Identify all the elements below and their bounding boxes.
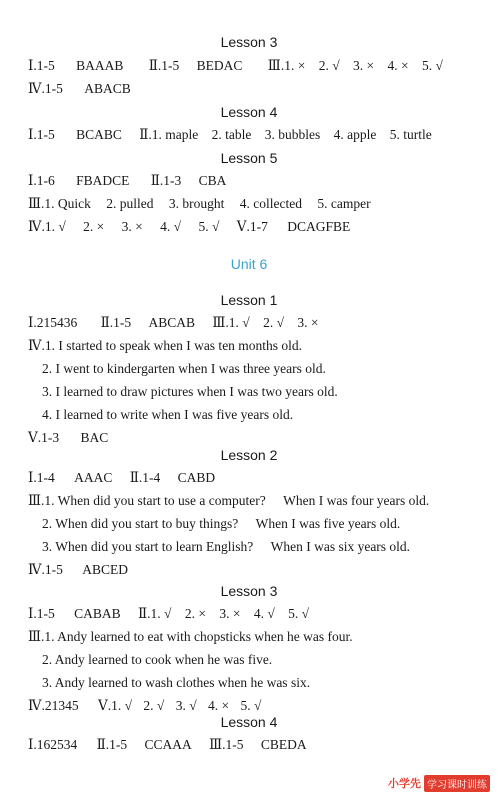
answer-line — [28, 493, 429, 509]
answer-line — [28, 127, 432, 143]
answer-segment: When I was four years old. — [283, 493, 430, 508]
answer-line — [28, 698, 261, 714]
answer-segment: 2. √ — [143, 698, 165, 713]
answer-segment: Ⅱ.1. √ — [137, 606, 172, 621]
answer-line — [42, 539, 410, 555]
answer-segment: 2. × — [83, 219, 105, 234]
answer-segment: Ⅳ.21345 — [28, 698, 79, 713]
answer-segment: Ⅲ.1-5 — [209, 737, 244, 752]
lesson-heading: Lesson 5 — [220, 150, 278, 166]
answer-segment: Ⅰ.215436 — [28, 315, 78, 330]
answer-line — [42, 361, 326, 377]
answer-segment: Ⅲ.1. × — [267, 58, 306, 73]
answer-line — [28, 315, 319, 331]
answer-segment: Ⅰ.1-5 — [28, 58, 55, 73]
answer-segment: 4. √ — [253, 606, 275, 621]
answer-line — [28, 196, 371, 212]
answer-segment: BAAAB — [76, 58, 124, 73]
answer-segment: 2. √ — [263, 315, 285, 330]
answer-segment: Ⅲ.1. When did you start to use a computer? — [28, 493, 266, 508]
answer-segment: AAAC — [74, 470, 113, 485]
answer-line — [28, 562, 128, 578]
answer-segment: 3. Andy learned to wash clothes when he was six. — [42, 675, 311, 690]
answer-segment: CABAB — [74, 606, 121, 621]
answer-segment: 4. × — [208, 698, 230, 713]
answer-segment: 3. bubbles — [264, 127, 321, 142]
answer-segment: FBADCE — [76, 173, 130, 188]
lesson-heading: Lesson 4 — [220, 714, 278, 730]
answer-segment: 3. × — [121, 219, 143, 234]
answer-segment: 3. × — [219, 606, 241, 621]
answer-segment: When I was five years old. — [255, 516, 401, 531]
answer-segment: 4. collected — [239, 196, 302, 211]
answer-segment: Ⅰ.1-5 — [28, 127, 55, 142]
answer-line — [28, 737, 307, 753]
answer-segment: 2. √ — [318, 58, 340, 73]
answer-segment: 2. When did you start to buy things? — [42, 516, 239, 531]
publisher-badge — [388, 774, 490, 792]
lesson-heading: Lesson 4 — [220, 104, 278, 120]
answer-segment: 5. √ — [288, 606, 310, 621]
answer-line — [28, 219, 350, 235]
answer-line — [28, 81, 131, 97]
answer-segment: 3. When did you start to learn English? — [42, 539, 254, 554]
answer-segment: 3. √ — [175, 698, 197, 713]
answer-segment: BCABC — [76, 127, 122, 142]
answer-line — [28, 58, 443, 74]
answer-segment: Ⅳ.1. √ — [28, 219, 66, 234]
answer-segment: Ⅱ.1-5 — [100, 315, 132, 330]
answer-segment: 5. turtle — [389, 127, 432, 142]
answer-segment: Ⅰ.1-5 — [28, 606, 55, 621]
answer-segment: 4. I learned to write when I was five years old. — [42, 407, 294, 422]
answer-line — [42, 516, 400, 532]
answer-segment: ABCAB — [148, 315, 196, 330]
unit-title: Unit 6 — [230, 256, 268, 272]
answer-segment: 4. apple — [333, 127, 377, 142]
answer-segment: Ⅰ.1-6 — [28, 173, 55, 188]
answer-segment: 2. Andy learned to cook when he was five. — [42, 652, 273, 667]
answer-segment: 2. I went to kindergarten when I was three years old. — [42, 361, 326, 376]
answer-segment: CABD — [177, 470, 216, 485]
answer-segment: Ⅱ.1-5 — [96, 737, 128, 752]
answer-line — [42, 407, 293, 423]
lesson-heading: Lesson 2 — [220, 447, 278, 463]
answer-segment: CBA — [198, 173, 227, 188]
answer-segment: 5. √ — [198, 219, 220, 234]
answer-line — [42, 384, 338, 400]
badge-tag: 学习课时训练 — [424, 775, 490, 792]
answer-segment: 5. √ — [240, 698, 262, 713]
answer-segment: Ⅲ.1. √ — [212, 315, 250, 330]
lesson-heading: Lesson 1 — [220, 292, 278, 308]
answer-segment: CBEDA — [260, 737, 307, 752]
answer-segment: Ⅲ.1. Quick — [28, 196, 91, 211]
lesson-heading: Lesson 3 — [220, 583, 278, 599]
answer-segment: 4. √ — [160, 219, 182, 234]
answer-segment: Ⅲ.1. Andy learned to eat with chopsticks when he was four. — [28, 629, 353, 644]
answer-line — [28, 606, 309, 622]
answer-line — [28, 629, 353, 645]
answer-segment: 3. × — [297, 315, 319, 330]
answer-segment: Ⅰ.162534 — [28, 737, 78, 752]
answer-segment: Ⅳ.1-5 — [28, 562, 63, 577]
lesson-heading: Lesson 3 — [220, 34, 278, 50]
answer-segment: BEDAC — [196, 58, 243, 73]
answer-segment: Ⅱ.1. maple — [139, 127, 199, 142]
answer-line — [28, 338, 302, 354]
badge-brand: 小学先 — [388, 778, 421, 790]
answer-segment: Ⅴ.1-3 — [28, 430, 60, 445]
answer-line — [42, 652, 272, 668]
answer-segment: BAC — [80, 430, 109, 445]
answer-segment: Ⅱ.1-3 — [150, 173, 182, 188]
answer-segment: Ⅰ.1-4 — [28, 470, 55, 485]
answer-segment: Ⅳ.1. I started to speak when I was ten months old. — [28, 338, 303, 353]
answer-line — [42, 675, 310, 691]
answer-segment: DCAGFBE — [287, 219, 351, 234]
answer-segment: ABACB — [84, 81, 131, 96]
answer-segment: CCAAA — [144, 737, 192, 752]
answer-segment: When I was six years old. — [270, 539, 411, 554]
answer-segment: 3. brought — [168, 196, 225, 211]
answer-segment: 5. camper — [317, 196, 371, 211]
answer-segment: Ⅱ.1-5 — [148, 58, 180, 73]
answer-line — [28, 430, 108, 446]
answer-segment: 2. table — [211, 127, 252, 142]
answer-segment: ABCED — [82, 562, 128, 577]
answer-line — [28, 470, 215, 486]
answer-segment: 3. I learned to draw pictures when I was two years old. — [42, 384, 338, 399]
answer-segment: 2. × — [184, 606, 206, 621]
answer-segment: Ⅳ.1-5 — [28, 81, 63, 96]
answer-line — [28, 173, 226, 189]
answer-segment: 2. pulled — [106, 196, 154, 211]
answer-segment: 3. × — [352, 58, 375, 73]
answer-segment: 4. × — [387, 58, 409, 73]
answer-segment: Ⅱ.1-4 — [129, 470, 161, 485]
answer-segment: Ⅴ.1. √ — [98, 698, 133, 713]
answer-segment: Ⅴ.1-7 — [236, 219, 268, 234]
answer-segment: 5. √ — [421, 58, 443, 73]
